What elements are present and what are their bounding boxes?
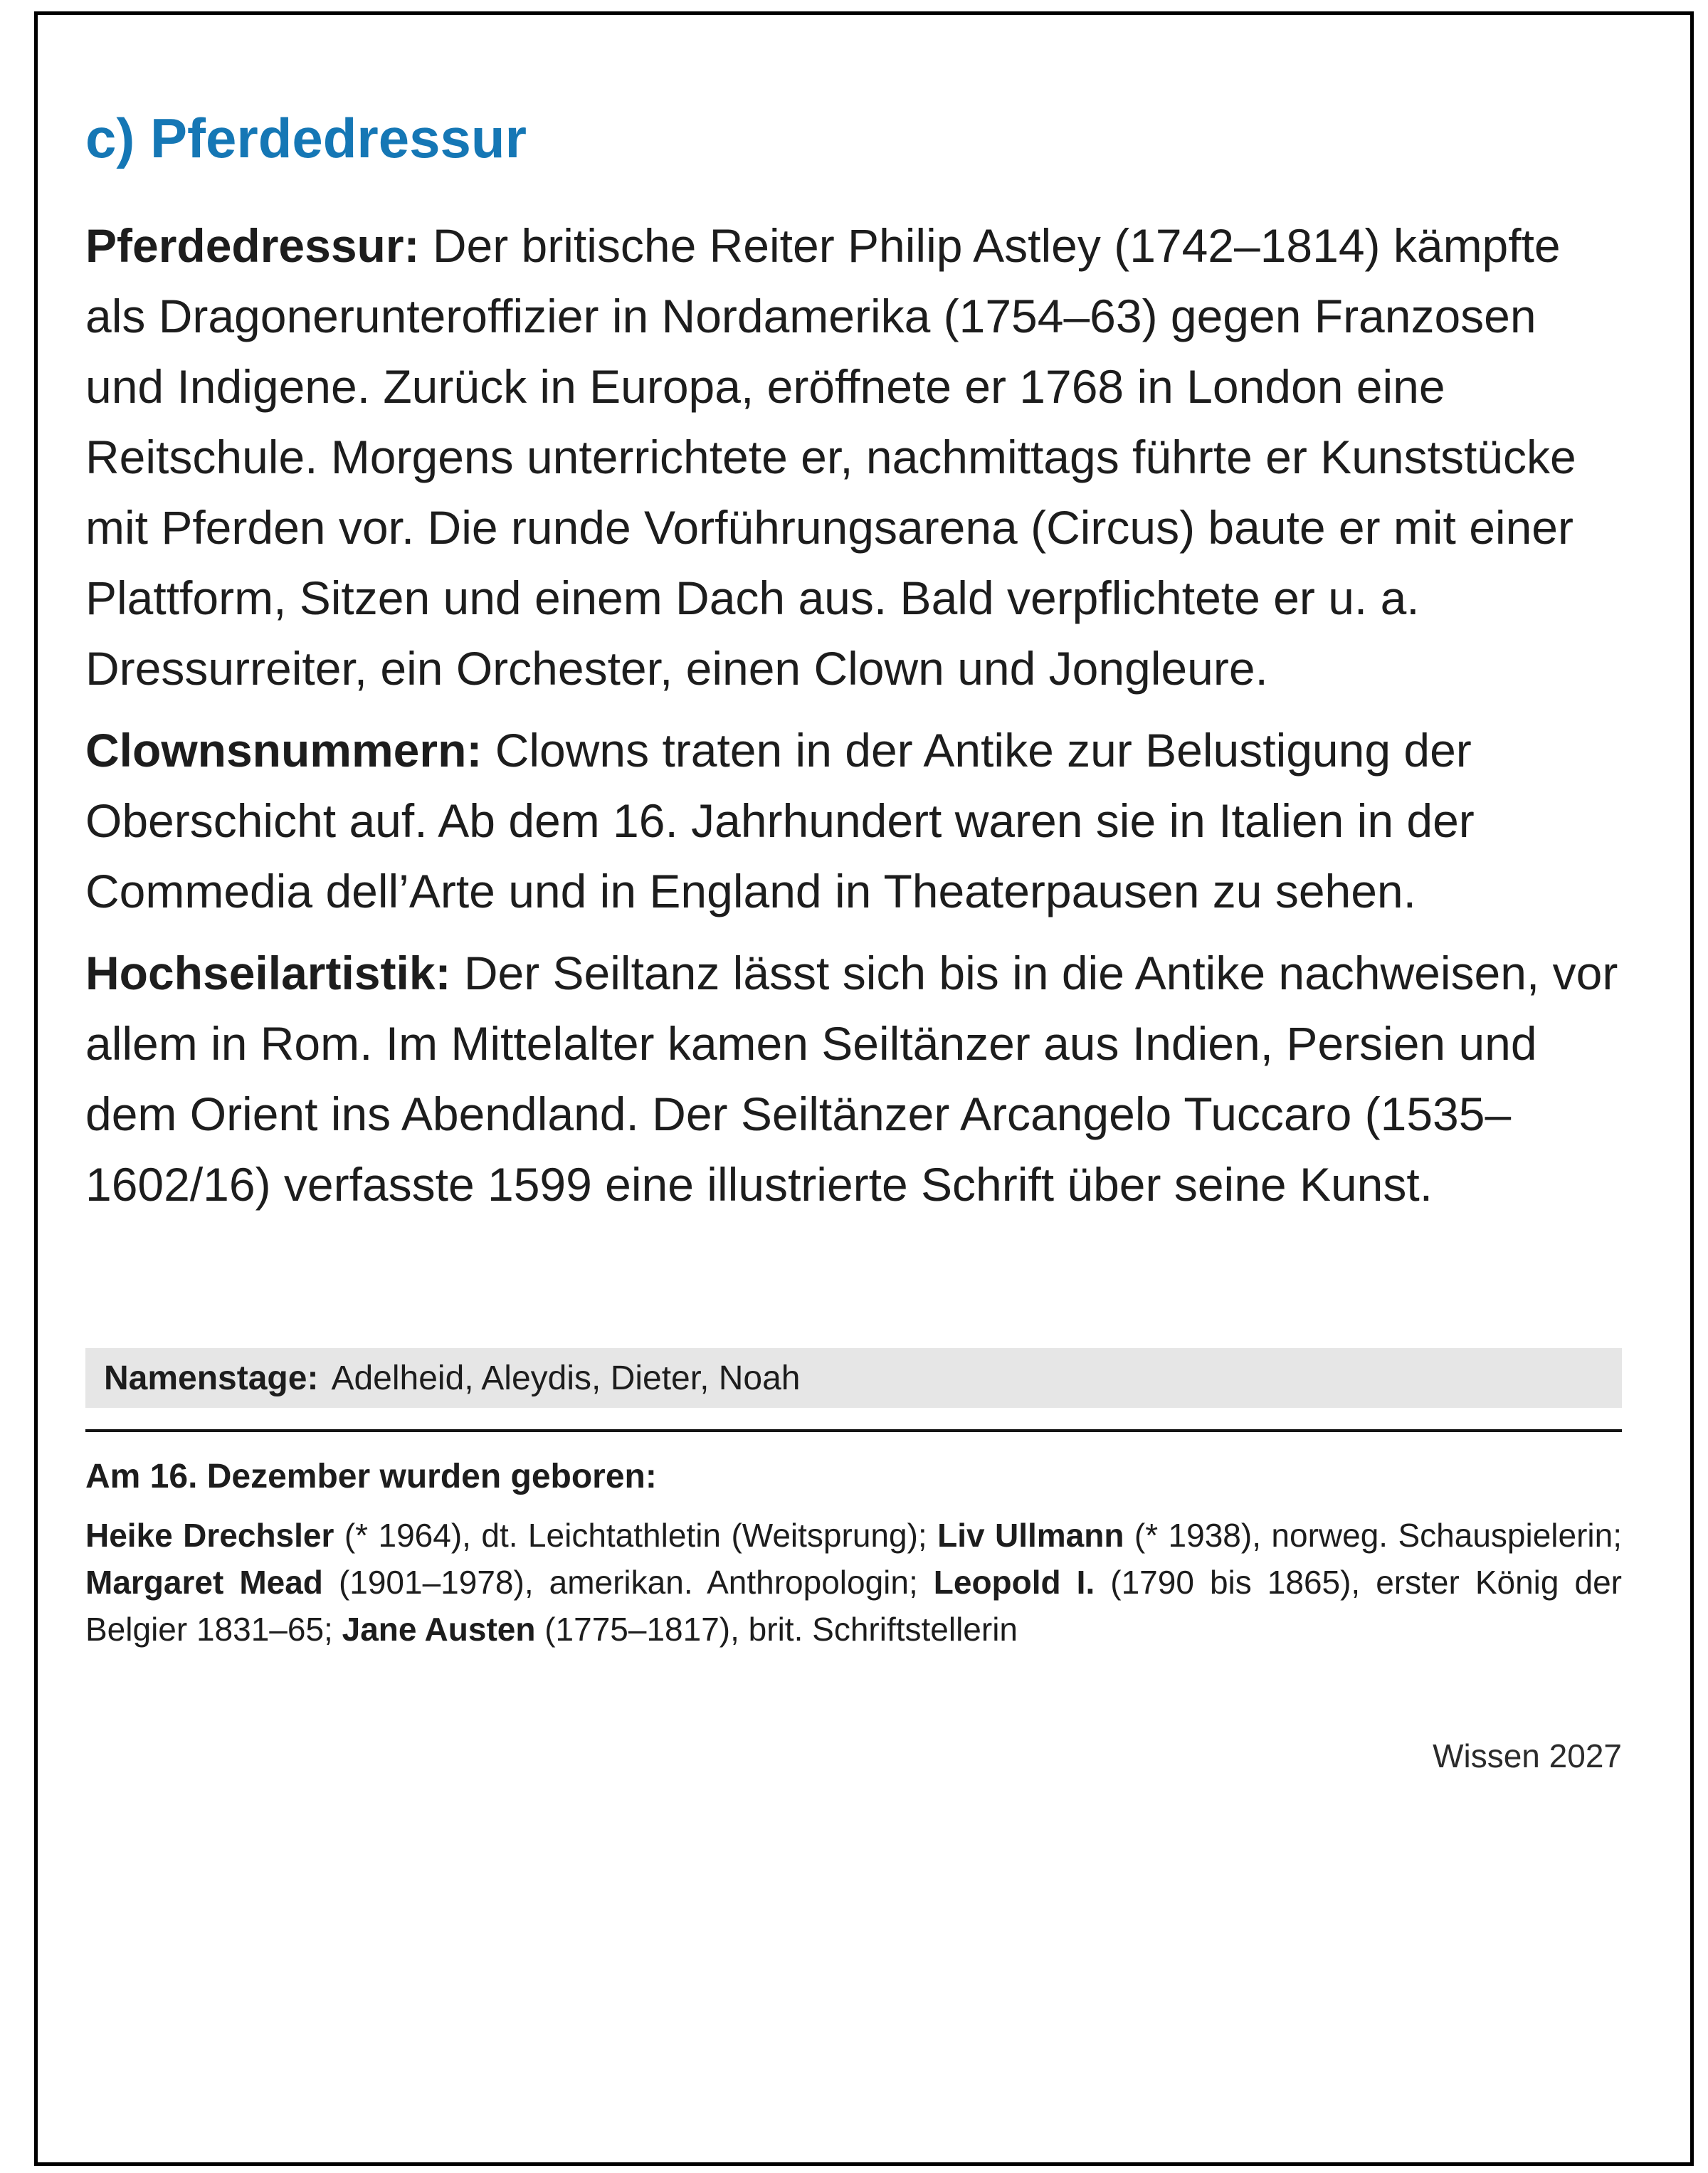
- birthday-name: Liv Ullmann: [937, 1516, 1124, 1554]
- paragraph-text: Der Seiltanz lässt sich bis in die Antike nachweisen, vor allem in Rom. Im Mittelalter kamen Seiltänzer aus Indien, Persien und dem Orient ins Abendland. Der Seiltänzer Arcangelo Tuccaro (1535–1602/16) verfasste 1599 eine illustrierte Schrift über seine Kunst.: [85, 947, 1618, 1211]
- birthday-name: Margaret Mead: [85, 1563, 323, 1601]
- namenstage-bar: [85, 1348, 1622, 1408]
- birthday-info: (* 1938), norweg. Schauspielerin;: [1134, 1516, 1623, 1554]
- birthdays-heading: Am 16. Dezember wurden geboren:: [85, 1458, 657, 1496]
- paragraph-text: Clowns traten in der Antike zur Belustigung der Oberschicht auf. Ab dem 16. Jahrhundert waren sie in Italien in der Commedia dell’Arte und in England in Theaterpausen zu sehen.: [85, 724, 1475, 918]
- birthday-name: Heike Drechsler: [85, 1516, 334, 1554]
- paragraph-lead: Pferdedressur:: [85, 219, 420, 273]
- horizontal-rule: [85, 1429, 1622, 1432]
- namenstage-label: Namenstage:: [104, 1359, 319, 1397]
- page-content: [38, 15, 1690, 2162]
- paragraph-lead: Clownsnummern:: [85, 724, 483, 777]
- namenstage-names: Adelheid, Aleydis, Dieter, Noah: [331, 1359, 801, 1397]
- footer-edition-label: Wissen 2027: [1433, 1737, 1622, 1774]
- paragraph-pferdedressur: [85, 211, 1622, 704]
- paragraph-clownsnummern: [85, 715, 1622, 927]
- birthday-info: (1790 bis 1865), erster König der Belgier 1831–65;: [85, 1563, 1622, 1648]
- paragraph-lead: Hochseilartistik:: [85, 947, 451, 1000]
- birthday-name: Leopold I.: [933, 1563, 1095, 1601]
- paragraph-hochseilartistik: [85, 938, 1622, 1220]
- birthday-info: (* 1964), dt. Leichtathletin (Weitsprung);: [344, 1516, 938, 1554]
- birthday-info: (1775–1817), brit. Schriftstellerin: [544, 1610, 1018, 1648]
- birthday-info: (1901–1978), amerikan. Anthropologin;: [338, 1563, 934, 1601]
- paragraph-text: Der britische Reiter Philip Astley (1742–1814) kämpfte als Dragonerunteroffizier in Nordamerika (1754–63) gegen Franzosen und Indigene. Zurück in Europa, eröffnete er 1768 in London eine Reitschule. Morgens unterrichtete er, nachmittags führte er Kunststücke mit Pferden vor. Die runde Vorführungsarena (Circus) baute er mit einer Plattform, Sitzen und einem Dach aus. Bald verpflichtete er u. a. Dressurreiter, ein Orchester, einen Clown und Jongleure.: [85, 219, 1576, 695]
- birthdays-text: [85, 1512, 1622, 1653]
- page-title: c) Pferdedressur: [85, 107, 527, 169]
- birthday-name: Jane Austen: [342, 1610, 536, 1648]
